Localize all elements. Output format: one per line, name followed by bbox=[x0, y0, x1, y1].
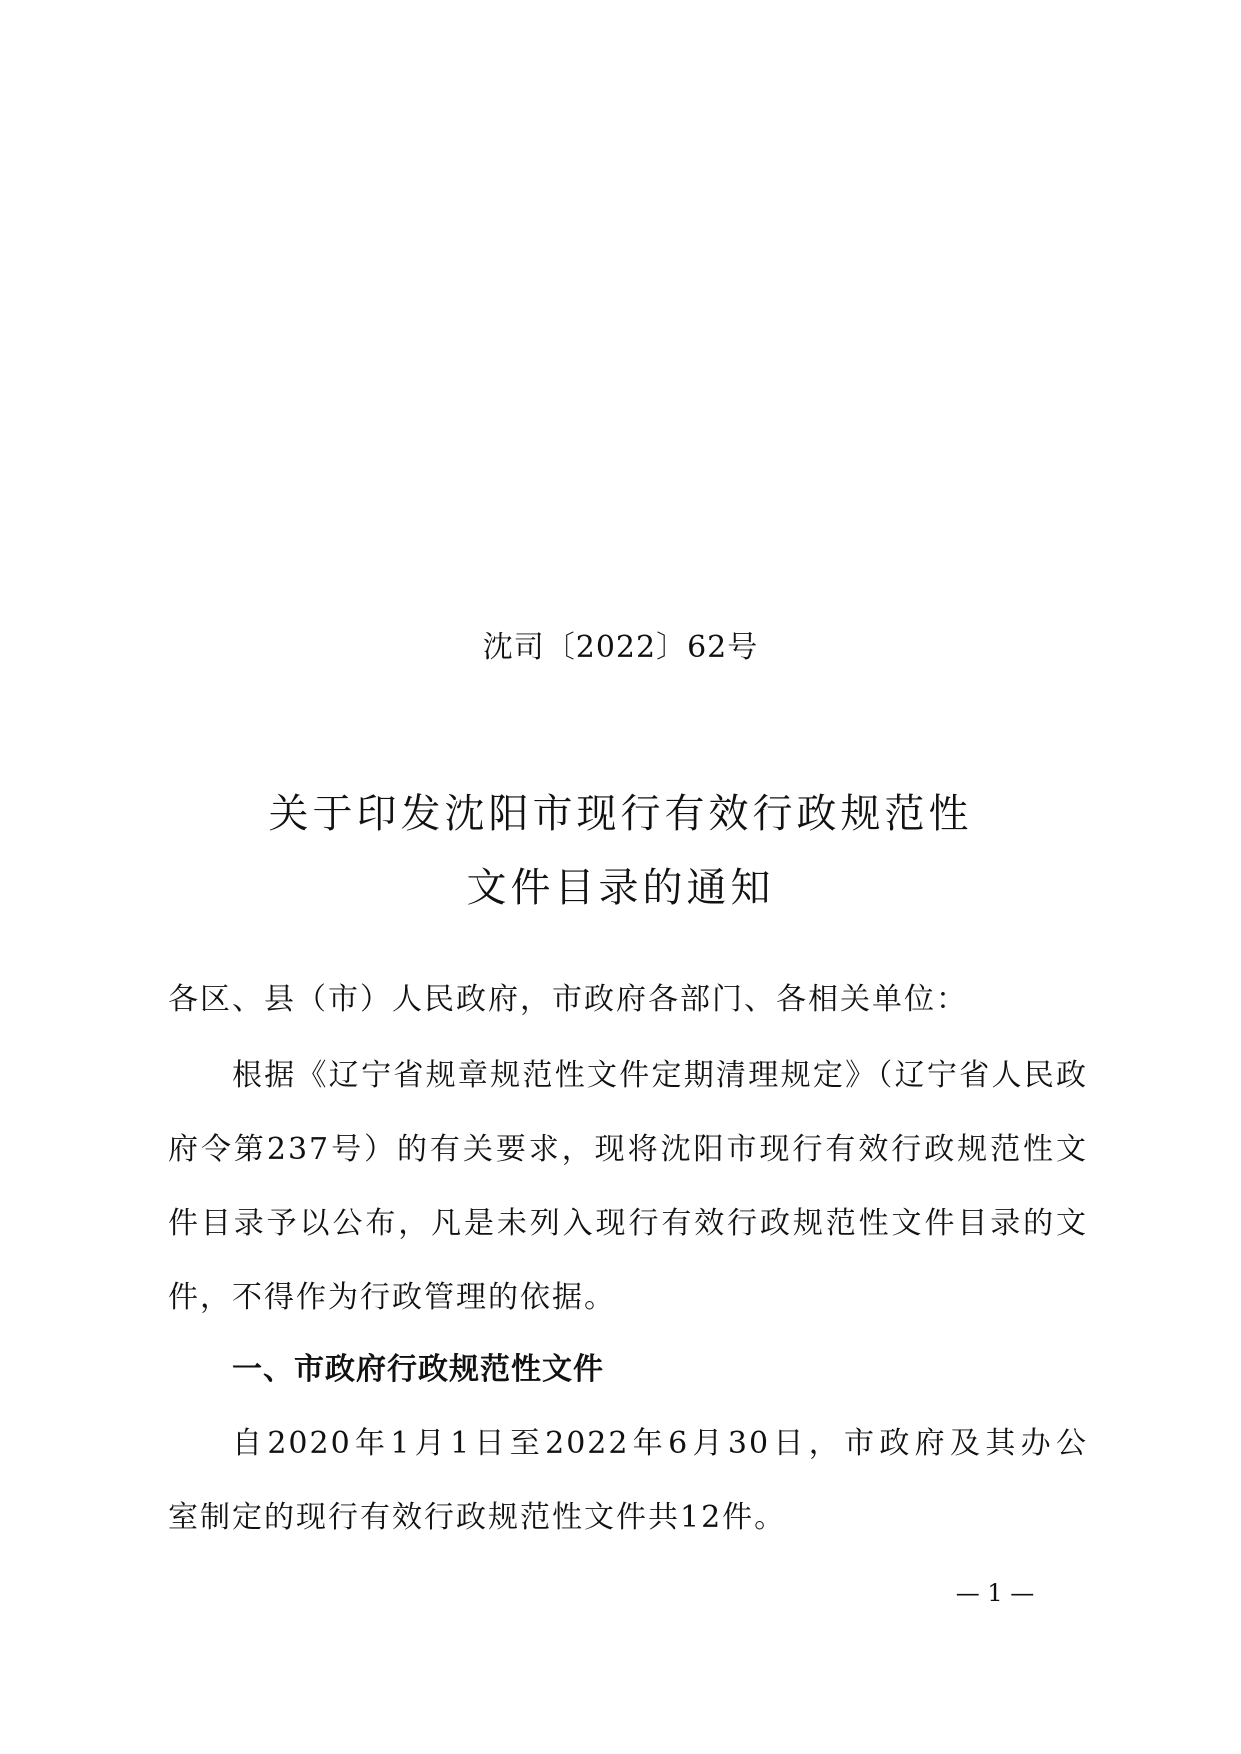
paragraph-1-line-3: 件目录予以公布，凡是未列入现行有效行政规范性文件目录的文 bbox=[168, 1206, 1088, 1241]
addressee: 各区、县（市）人民政府，市政府各部门、各相关单位： bbox=[168, 982, 968, 1017]
page-number: — 1 — bbox=[955, 1579, 1035, 1607]
document-title-line-1: 关于印发沈阳市现行有效行政规范性 bbox=[268, 791, 973, 837]
document-title-line-2: 文件目录的通知 bbox=[466, 865, 775, 911]
paragraph-2-line-2: 室制定的现行有效行政规范性文件共12件。 bbox=[168, 1500, 787, 1535]
paragraph-2-line-1: 自2020年1月1日至2022年6月30日，市政府及其办公 bbox=[232, 1426, 1088, 1461]
paragraph-1-line-2: 府令第237号）的有关要求，现将沈阳市现行有效行政规范性文 bbox=[168, 1132, 1088, 1167]
document-number: 沈司〔2022〕62号 bbox=[482, 630, 759, 665]
paragraph-1-line-4: 件，不得作为行政管理的依据。 bbox=[168, 1280, 616, 1315]
paragraph-1-line-1: 根据《辽宁省规章规范性文件定期清理规定》（辽宁省人民政 bbox=[232, 1058, 1088, 1093]
section-1-heading: 一、市政府行政规范性文件 bbox=[232, 1352, 604, 1387]
